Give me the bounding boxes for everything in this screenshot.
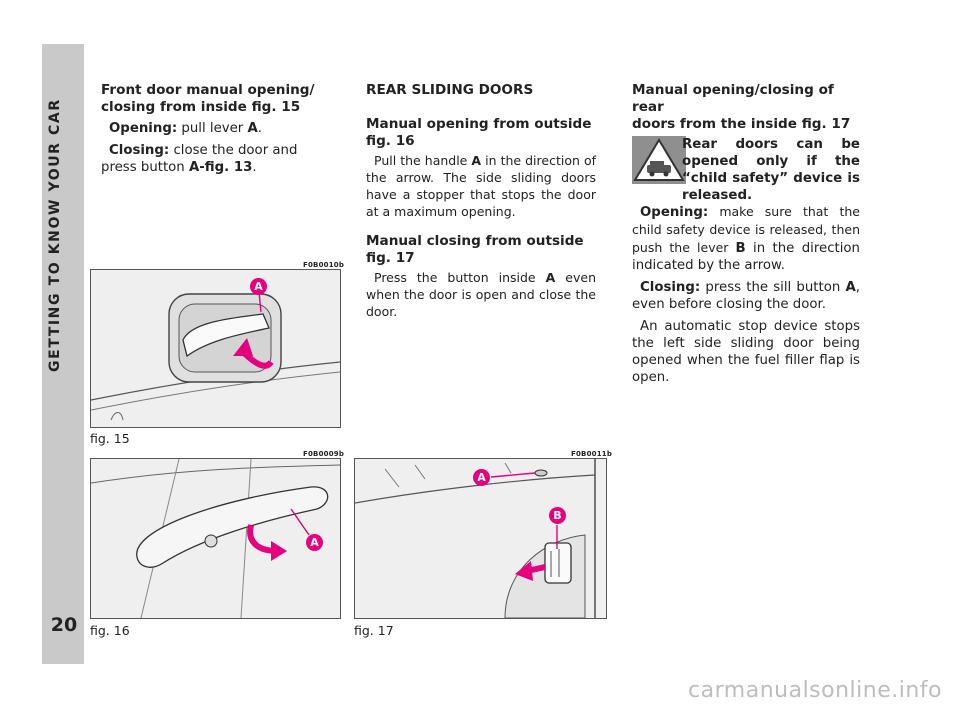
heading-closing-outside: Manual closing from outside fig. 17	[366, 233, 584, 266]
paragraph-rear-opening: Opening: make sure that the child safety device is released, then push the lever B in the direction indicated by the arrow.	[632, 204, 860, 273]
warning-icon-box	[632, 136, 686, 184]
paragraph-opening: Opening: pull lever A.	[109, 121, 263, 136]
caption-fig15: fig. 15	[90, 431, 130, 446]
watermark: carmanualsonline.info	[688, 678, 942, 703]
callout-a-fig16: A	[306, 534, 323, 551]
outside-handle-illustration	[91, 459, 340, 618]
paragraph-closing: Closing: close the door and press button A-fig. 13.	[101, 143, 298, 175]
caption-fig17: fig. 17	[354, 623, 394, 638]
figure-code-15: F0B0010b	[303, 261, 345, 269]
paragraph-closing-outside: Press the button inside A even when the door is open and close the door.	[366, 270, 596, 319]
callout-a-fig15: A	[250, 278, 267, 295]
section-title-vertical: GETTING TO KNOW YOUR CAR	[47, 98, 63, 372]
callout-b-fig17: B	[549, 507, 566, 524]
column-1	[101, 82, 333, 181]
paragraph-rear-closing: Closing: press the sill button A, even before closing the door.	[632, 280, 860, 312]
warning-text: Rear doors can be opened only if the “child safety” device is released.	[682, 137, 860, 203]
figure-code-17: F0B0011b	[571, 450, 613, 458]
column-2	[366, 82, 596, 325]
warning-triangle-icon	[632, 136, 686, 184]
heading-front-door: Front door manual opening/ closing from inside fig. 15	[101, 82, 315, 115]
caption-fig16: fig. 16	[90, 623, 130, 638]
heading-opening-outside: Manual opening from outside fig. 16	[366, 116, 592, 149]
paragraph-opening-outside: Pull the handle A in the direction of the arrow. The side sliding doors have a stopper that stops the door at a maximum opening.	[366, 153, 596, 219]
section-title-rear-sliding: REAR SLIDING DOORS	[366, 82, 534, 98]
figure-17	[354, 458, 607, 619]
paragraph-auto-stop: An automatic stop device stops the left side sliding door being opened when the fuel filler flap is open.	[632, 319, 860, 385]
page-number: 20	[50, 614, 78, 636]
figure-15	[90, 269, 341, 428]
callout-a-fig17: A	[473, 469, 490, 486]
door-lever-illustration	[91, 270, 340, 427]
figure-code-16: F0B0009b	[303, 450, 345, 458]
figure-16	[90, 458, 341, 619]
heading-rear-inside: Manual opening/closing of rear doors from the inside fig. 17	[632, 82, 851, 132]
column-3-heading	[632, 82, 864, 133]
column-3-body	[632, 203, 860, 391]
